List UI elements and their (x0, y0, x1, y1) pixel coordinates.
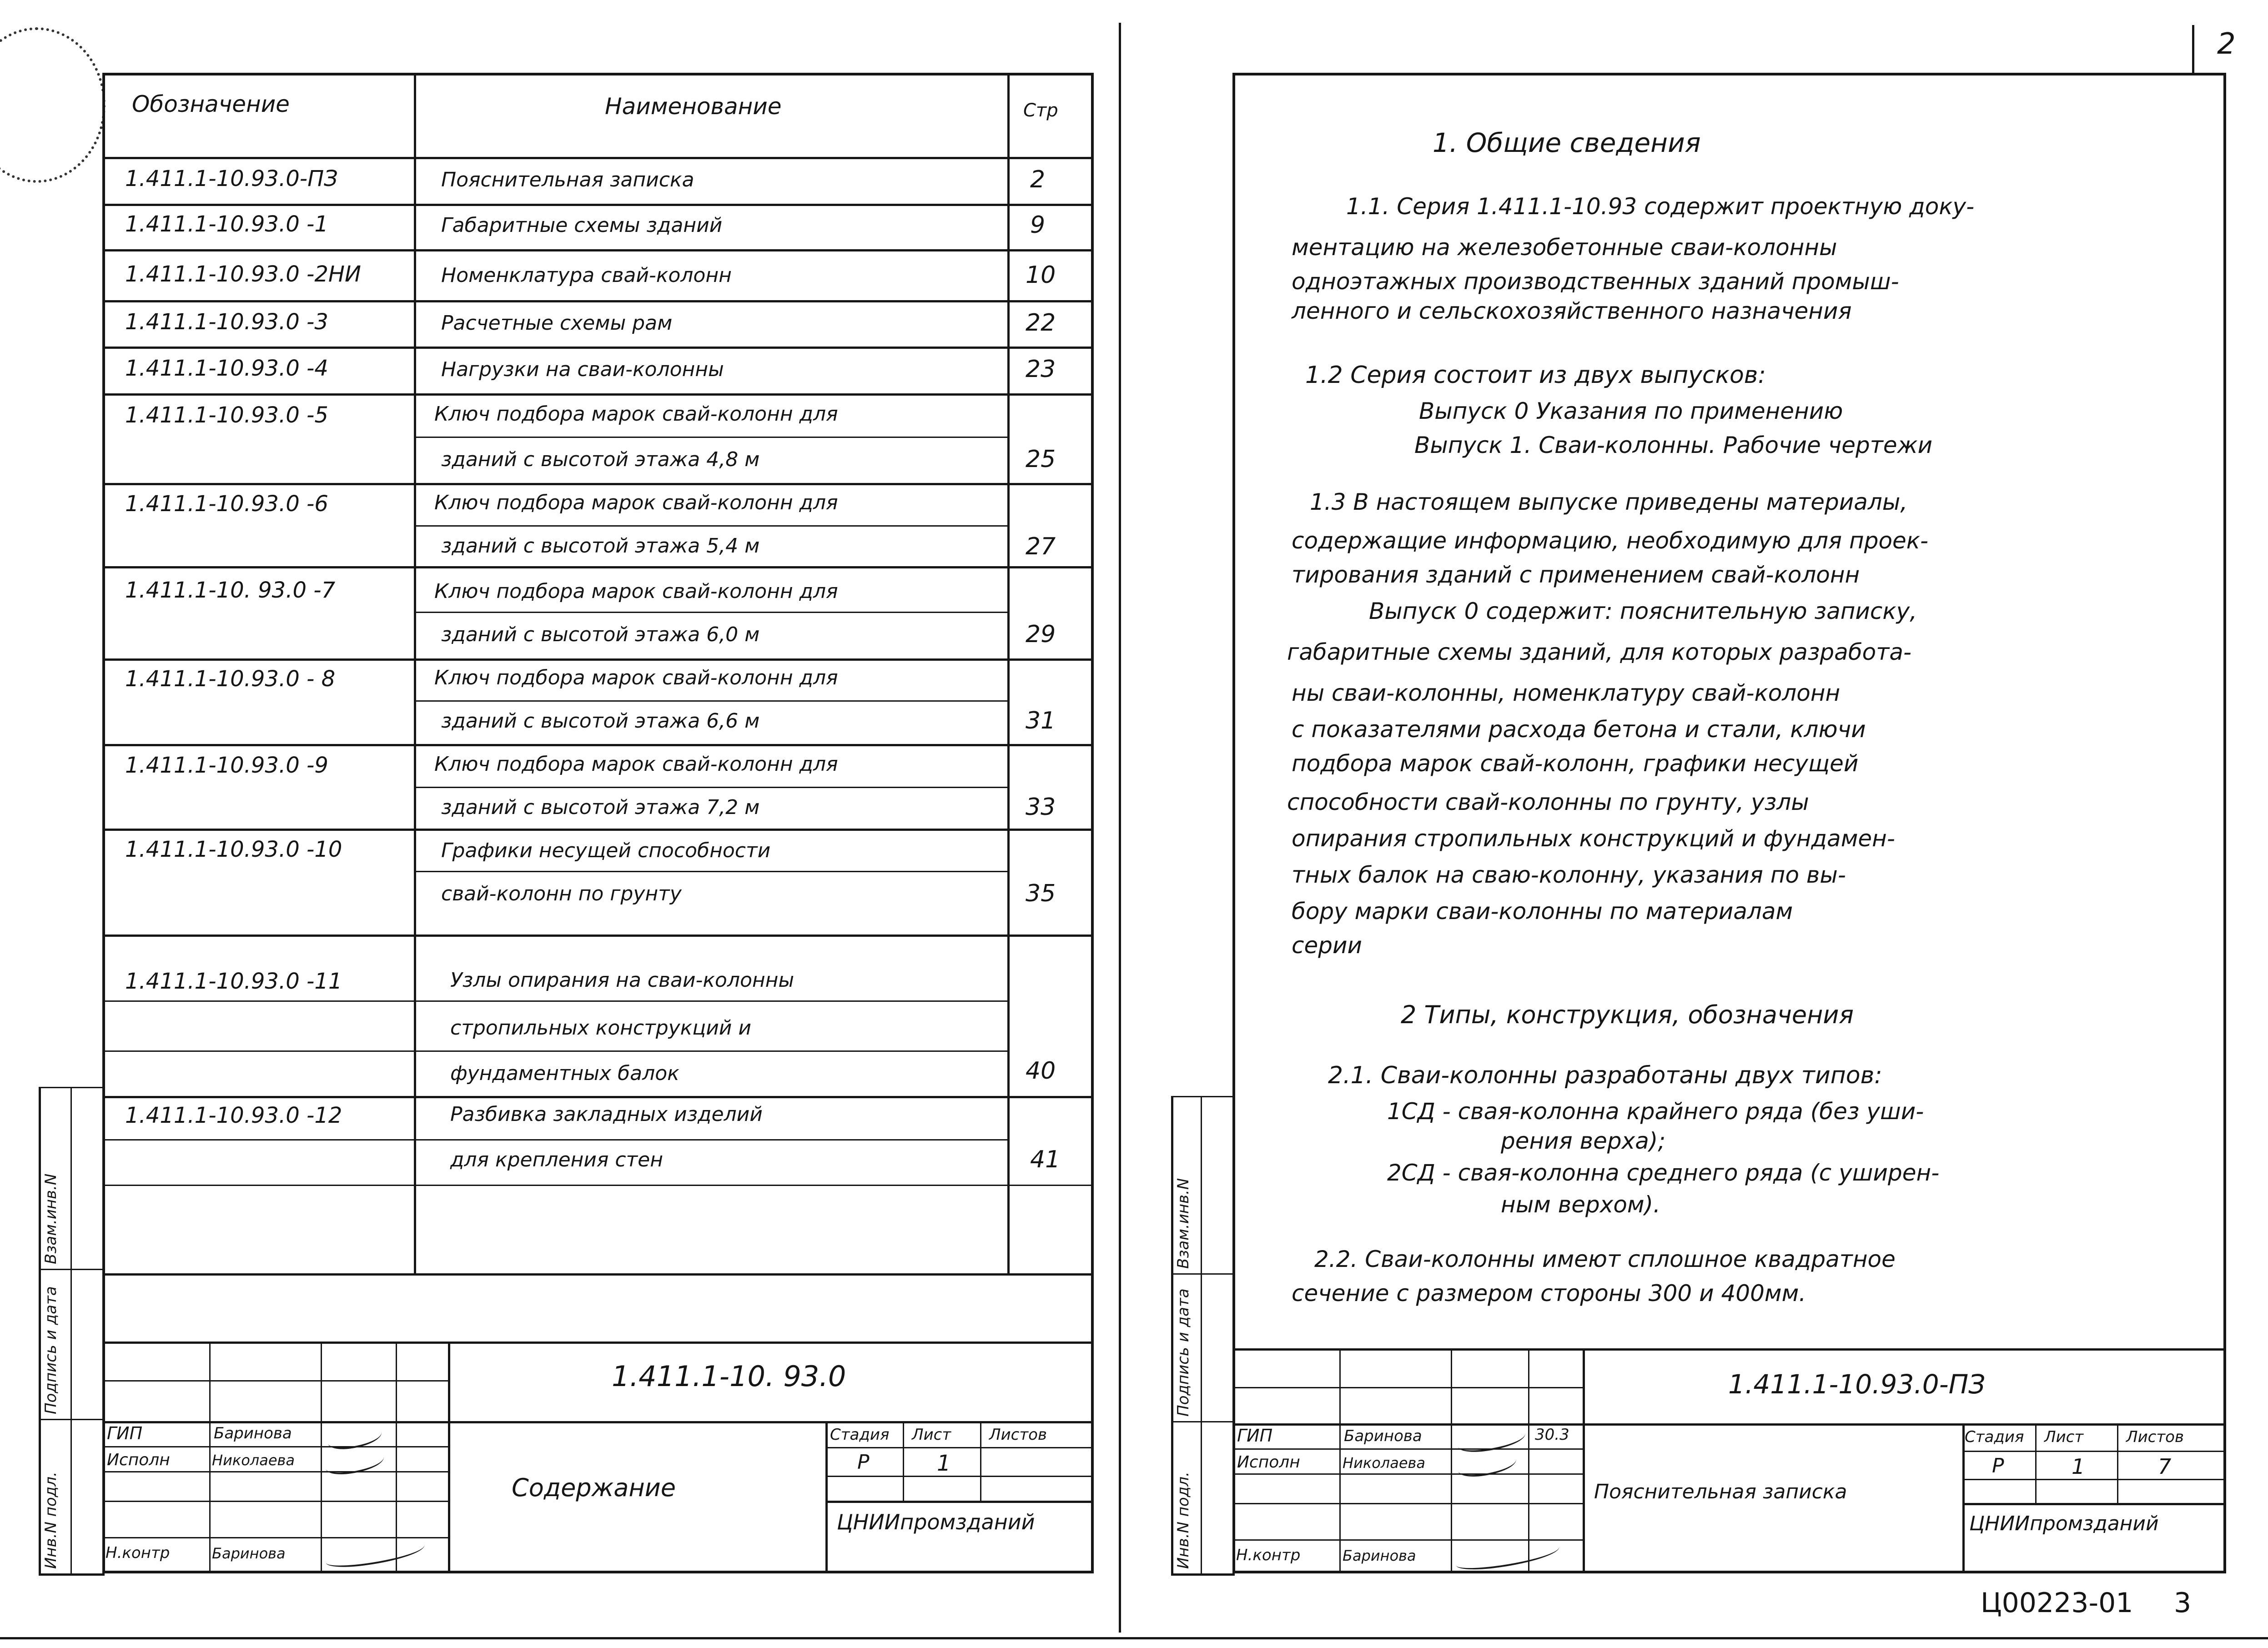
heading-types: 2 Типы, конструкция, обозначения (1401, 1000, 1854, 1029)
doc-code: 1.411.1-10.93.0-ПЗ (1728, 1369, 1986, 1400)
header-name: Наименование (605, 93, 782, 120)
stamp-org: ЦНИИпромзданий (837, 1510, 1035, 1534)
stamp-person: Баринова (214, 1424, 292, 1442)
para-1-2: 1.2 Серия состоит из двух выпусков: (1305, 362, 1766, 389)
stamp-date: 30.3 (1535, 1426, 1569, 1444)
row-name: свай-колонн по грунту (441, 882, 682, 905)
row-page: 22 (1026, 309, 1056, 337)
row-name: Ключ подбора марок свай-колонн для (434, 666, 838, 689)
side-label-replace: Взам.инв.N (1174, 1178, 1192, 1269)
stamp-col-sheet: Лист (2044, 1428, 2084, 1446)
archive-code: Ц00223-01 (1981, 1587, 2133, 1619)
para-1-3: тирования зданий с применением свай-колонн (1292, 562, 1860, 588)
row-page: 23 (1026, 356, 1056, 383)
header-page: Стр (1023, 100, 1058, 121)
heading-general: 1. Общие сведения (1433, 127, 1701, 158)
stamp-role: Н.контр (1236, 1546, 1301, 1564)
row-name: зданий с высотой этажа 4,8 м (441, 448, 760, 471)
row-name: Разбивка закладных изделий (450, 1103, 763, 1126)
doc-title: Пояснительная записка (1594, 1480, 1847, 1503)
header-designation: Обозначение (132, 91, 290, 117)
doc-code: 1.411.1-10. 93.0 (612, 1360, 846, 1393)
row-designation: 1.411.1-10.93.0 -5 (125, 402, 328, 428)
fold-line (1119, 23, 1121, 1633)
stamp-col-sheets: Листов (989, 1426, 1047, 1444)
row-page: 41 (1030, 1146, 1061, 1173)
para-1-3: ны сваи-колонны, номенклатуру свай-колонн (1292, 680, 1841, 706)
para-1-1: ментацию на железобетонные сваи-колонны (1292, 234, 1837, 261)
row-page: 35 (1026, 880, 1056, 907)
para-1-3: с показателями расхода бетона и стали, ключи (1292, 716, 1866, 743)
row-page: 40 (1026, 1057, 1056, 1085)
row-page: 31 (1026, 707, 1056, 734)
stamp-role: Исполн (107, 1451, 170, 1469)
row-name: Ключ подбора марок свай-колонн для (434, 753, 838, 776)
para-2-2: сечение с размером стороны 300 и 400мм. (1292, 1280, 1806, 1306)
archive-seal (0, 27, 106, 183)
stamp-person: Баринова (212, 1545, 286, 1562)
para-1-3: способности свай-колонны по грунту, узлы (1287, 789, 1809, 815)
title-block-top (102, 1342, 1094, 1344)
row-designation: 1.411.1-10. 93.0 -7 (125, 578, 336, 603)
stamp-stage: Р (857, 1451, 870, 1474)
para-1-1: 1.1. Серия 1.411.1-10.93 содержит проектную доку- (1346, 193, 1975, 220)
row-designation: 1.411.1-10.93.0 -9 (125, 753, 328, 778)
stamp-person: Баринова (1343, 1547, 1416, 1564)
row-page: 33 (1026, 794, 1056, 821)
row-page: 29 (1026, 621, 1056, 648)
stamp-col-sheet: Лист (912, 1426, 951, 1444)
row-name: фундаментных балок (450, 1062, 679, 1085)
para-1-1: одноэтажных производственных зданий промыш- (1292, 268, 1899, 295)
row-name: зданий с высотой этажа 6,6 м (441, 709, 760, 733)
para-1-3: 1.3 В настоящем выпуске приведены материалы, (1310, 489, 1908, 515)
stamp-person: Николаева (212, 1452, 295, 1469)
row-name: зданий с высотой этажа 7,2 м (441, 796, 760, 819)
stamp-sheets: 7 (2158, 1454, 2172, 1479)
para-1-3: тных балок на сваю-колонну, указания по вы- (1292, 862, 1846, 888)
para-1-3: серии (1292, 932, 1362, 959)
row-name: зданий с высотой этажа 6,0 м (441, 623, 760, 646)
row-name: Габаритные схемы зданий (441, 214, 723, 237)
stamp-col-stage: Стадия (1965, 1428, 2024, 1446)
stamp-col-stage: Стадия (830, 1426, 890, 1444)
para-2-1: 2СД - свая-колонна среднего ряда (с уширен- (1387, 1160, 1940, 1186)
row-name: Ключ подбора марок свай-колонн для (434, 491, 838, 514)
row-name: Расчетные схемы рам (441, 312, 673, 335)
para-1-2: Выпуск 0 Указания по применению (1419, 398, 1843, 424)
row-name: Ключ подбора марок свай-колонн для (434, 580, 838, 603)
stamp-org: ЦНИИпромзданий (1969, 1512, 2159, 1535)
stamp-person: Николаева (1343, 1454, 1425, 1472)
row-name: зданий с высотой этажа 5,4 м (441, 534, 760, 558)
stamp-col-sheets: Листов (2126, 1428, 2184, 1446)
row-name: Пояснительная записка (441, 168, 694, 191)
stamp-role: ГИП (107, 1423, 143, 1443)
stamp-role: Исполн (1237, 1453, 1300, 1472)
para-2-1: ным верхом). (1501, 1191, 1661, 1218)
row-name: Номенклатура свай-колонн (441, 264, 732, 287)
para-2-2: 2.2. Сваи-колонны имеют сплошное квадратное (1314, 1246, 1896, 1272)
para-1-1: ленного и сельскохозяйственного назначения (1292, 298, 1852, 324)
para-1-3: содержащие информацию, необходимую для проек- (1292, 528, 1929, 554)
row-designation: 1.411.1-10.93.0 -6 (125, 491, 328, 517)
para-1-2: Выпуск 1. Сваи-колонны. Рабочие чертежи (1414, 432, 1933, 458)
stamp-role: ГИП (1237, 1426, 1273, 1446)
para-2-1: 2.1. Сваи-колонны разработаны двух типов: (1328, 1062, 1882, 1089)
row-name: стропильных конструкций и (450, 1016, 751, 1040)
para-1-3: габаритные схемы зданий, для которых разработа- (1287, 639, 1912, 665)
row-page: 9 (1030, 211, 1046, 239)
row-page: 27 (1026, 533, 1056, 560)
para-1-3: Выпуск 0 содержит: пояснительную записку, (1369, 598, 1917, 624)
title-block-top (1232, 1348, 2226, 1351)
stamp-role: Н.контр (106, 1544, 170, 1562)
doc-title: Содержание (512, 1473, 676, 1502)
row-designation: 1.411.1-10.93.0 - 8 (125, 666, 336, 692)
scan-edge (0, 1637, 2268, 1639)
row-page: 10 (1026, 261, 1056, 289)
row-designation: 1.411.1-10.93.0 -3 (125, 309, 328, 335)
row-name: Нагрузки на сваи-колонны (441, 358, 724, 381)
row-page: 2 (1030, 166, 1046, 193)
row-designation: 1.411.1-10.93.0 -10 (125, 837, 342, 862)
para-1-3: опирания стропильных конструкций и фундамен- (1292, 825, 1895, 852)
para-2-1: 1СД - свая-колонна крайнего ряда (без уши- (1387, 1098, 1924, 1125)
para-2-1: рения верха); (1501, 1128, 1666, 1154)
row-designation: 1.411.1-10.93.0-ПЗ (125, 166, 338, 191)
side-label-replace: Взам.инв.N (42, 1173, 60, 1264)
stamp-sheet: 1 (937, 1451, 951, 1476)
stamp-sheet: 1 (2072, 1454, 2085, 1479)
side-label-sign: Подпись и дата (42, 1286, 60, 1414)
row-page: 25 (1026, 446, 1056, 473)
row-designation: 1.411.1-10.93.0 -12 (125, 1103, 342, 1128)
row-name: Графики несущей способности (441, 839, 771, 862)
side-label-inv: Инв.N подл. (42, 1472, 60, 1569)
row-designation: 1.411.1-10.93.0 -2НИ (125, 261, 361, 287)
archive-page: 3 (2174, 1587, 2192, 1619)
row-name: Узлы опирания на сваи-колонны (450, 969, 795, 992)
row-designation: 1.411.1-10.93.0 -4 (125, 356, 328, 381)
row-name: для крепления стен (450, 1148, 664, 1171)
stamp-stage: Р (1992, 1454, 2004, 1477)
row-designation: 1.411.1-10.93.0 -11 (125, 969, 342, 994)
para-1-3: бору марки сваи-колонны по материалам (1292, 898, 1793, 924)
para-1-3: подбора марок свай-колонн, графики несущей (1292, 750, 1859, 777)
row-designation: 1.411.1-10.93.0 -1 (125, 211, 328, 237)
left-frame (102, 73, 1094, 1573)
row-name: Ключ подбора марок свай-колонн для (434, 402, 838, 426)
side-label-sign: Подпись и дата (1174, 1288, 1192, 1417)
stamp-person: Баринова (1344, 1427, 1422, 1445)
side-label-inv: Инв.N подл. (1174, 1472, 1192, 1569)
page-number: 2 (2217, 27, 2236, 61)
